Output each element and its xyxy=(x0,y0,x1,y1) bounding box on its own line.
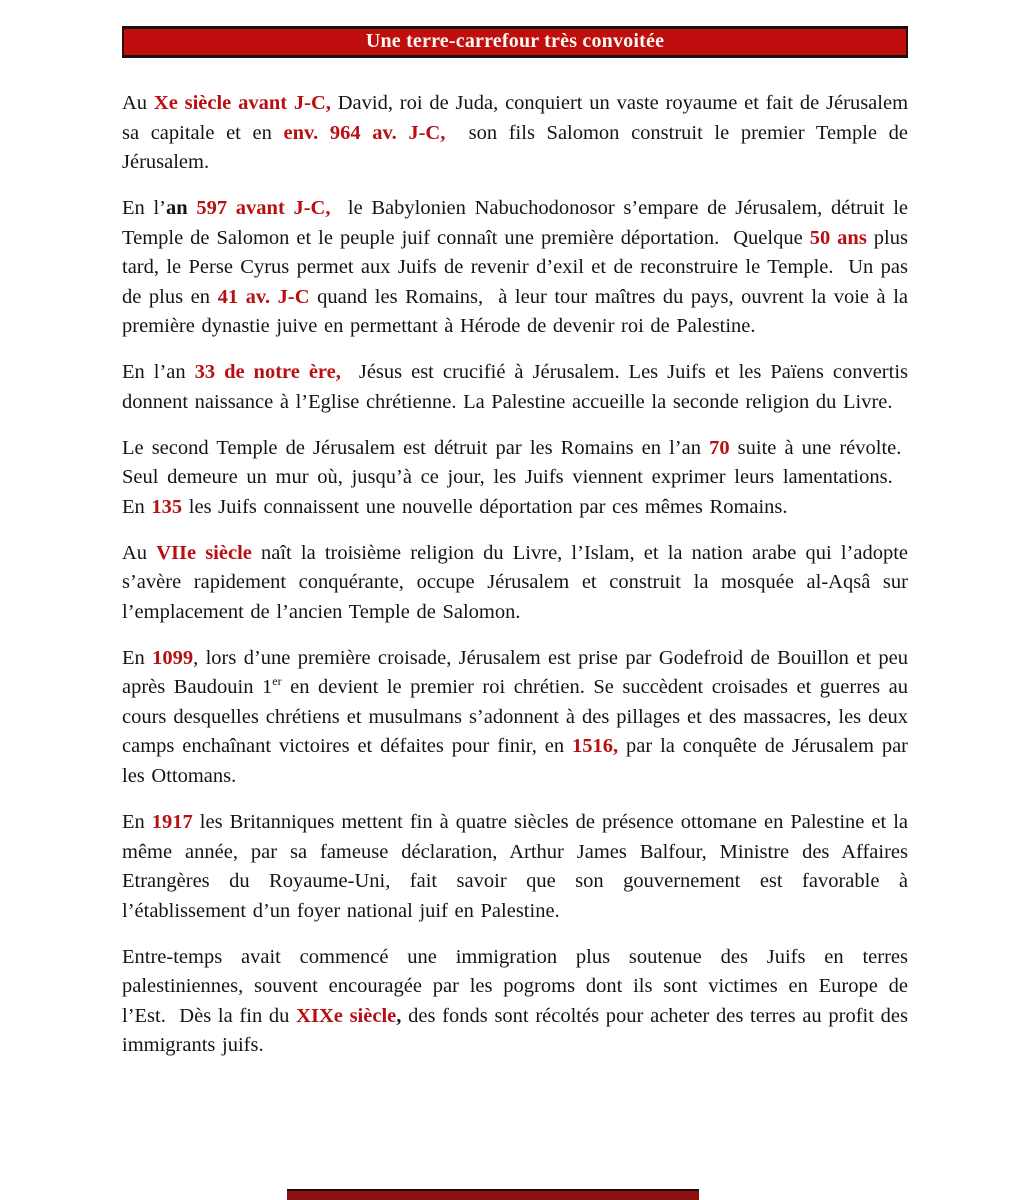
date-highlight: 41 av. J-C xyxy=(217,285,310,308)
date-highlight: VIIe siècle xyxy=(156,541,252,564)
text-run: En l’an xyxy=(122,361,195,384)
text-run: le Babylonien Nabuchodonosor s’empare de Jérusalem, détruit le Temple de Salomon et le peuple juif connaît une première déportation. Quelque xyxy=(122,197,909,249)
text-run: Le second Temple de Jérusalem est détruit par les Romains en l’an xyxy=(122,436,710,459)
text-run: David, roi de Juda, conquiert un vaste royaume et fait de Jérusalem sa capitale et en xyxy=(122,92,909,144)
date-highlight: 1099 xyxy=(152,646,194,669)
text-run: son fils Salomon construit le premier Temple de Jérusalem. xyxy=(122,121,909,173)
text-run: les Juifs connaissent une nouvelle déportation par ces mêmes Romains. xyxy=(182,495,788,518)
date-highlight: 50 ans xyxy=(809,226,867,249)
paragraph xyxy=(122,89,908,178)
date-highlight: 70 xyxy=(709,436,730,459)
date-highlight: 33 de notre ère, xyxy=(194,361,341,384)
date-highlight: Xe siècle avant J-C, xyxy=(153,92,331,114)
date-highlight: env. 964 av. J-C, xyxy=(283,121,446,144)
date-highlight: 135 xyxy=(151,495,183,518)
text-run: quand les Romains, à leur tour maîtres du pays, ouvrent la voie à la première dynastie juive en permettant à Hérode de devenir roi de Palestine. xyxy=(122,285,908,338)
text-run: En xyxy=(122,811,152,834)
paragraph xyxy=(122,194,908,342)
text-run: er xyxy=(272,674,282,689)
text-run: Au xyxy=(122,92,154,114)
paragraph xyxy=(122,358,908,417)
paragraph xyxy=(122,943,908,1061)
date-highlight: XIXe siècle xyxy=(296,1004,397,1027)
text-run: Au xyxy=(122,541,157,564)
text-run: an xyxy=(166,197,188,220)
paragraphs xyxy=(122,89,908,1061)
date-highlight: 597 avant J-C, xyxy=(196,197,331,220)
text-run: , xyxy=(396,1004,402,1027)
text-run: plus tard, le Perse Cyrus permet aux Juifs de revenir d’exil et de reconstruire le Temple. Un pas de plus en xyxy=(122,226,908,308)
date-highlight: 1516, xyxy=(572,735,619,758)
text-run: Jésus est crucifié à Jérusalem. Les Juifs et les Païens convertis donnent naissance à l’Eglise chrétienne. La Palestine accueille la seconde religion du Livre. xyxy=(122,361,908,413)
text-run: Entre-temps avait commencé une immigration plus soutenue des Juifs en terres palestiniennes, souvent encouragée par les pogroms dont ils sont victimes en Europe de l’Est. Dès la fin du xyxy=(122,945,908,1027)
text-run: , lors d’une première croisade, Jérusalem est prise par Godefroid de Bouillon et peu après Baudouin 1 xyxy=(122,646,908,699)
text-run: naît la troisième religion du Livre, l’Islam, et la nation arabe qui l’adopte s’avère rapidement conquérante, occupe Jérusalem et construit la mosquée al-Aqsâ sur l’emplacement de l’ancien Temple de Salomon. xyxy=(122,541,909,623)
next-section-banner-edge xyxy=(287,1189,699,1200)
text-run: par la conquête de Jérusalem par les Ottomans. xyxy=(122,735,908,787)
text-run: suite à une révolte. Seul demeure un mur où, jusqu’à ce jour, les Juifs viennent exprimer leurs lamentations. En xyxy=(122,436,908,518)
paragraph xyxy=(122,644,908,792)
text-run: des fonds sont récoltés pour acheter des terres au profit des immigrants juifs. xyxy=(122,1004,908,1057)
document-page xyxy=(122,0,908,1061)
text-run: les Britanniques mettent fin à quatre siècles de présence ottomane en Palestine et la même année, par sa fameuse déclaration, Arthur James Balfour, Ministre des Affaires Etrangères du Royaume-Uni, fait savoir que son gouvernement est favorable à l’établissement d’un foyer national juif en Palestine. xyxy=(122,811,908,922)
date-highlight: 1917 xyxy=(151,811,193,834)
text-run: en devient le premier roi chrétien. Se succèdent croisades et guerres au cours desquelles chrétiens et musulmans s’adonnent à des pillages et des massacres, les deux camps enchaînant victoires et défaites pour finir, en xyxy=(122,676,908,758)
section-title-banner xyxy=(122,26,908,58)
text-run: En xyxy=(122,646,153,669)
paragraph xyxy=(122,808,908,926)
text-run: En l’ xyxy=(122,197,166,220)
section-title: Une terre-carrefour très convoitée xyxy=(365,30,665,52)
paragraph xyxy=(122,539,908,628)
paragraph xyxy=(122,434,908,523)
